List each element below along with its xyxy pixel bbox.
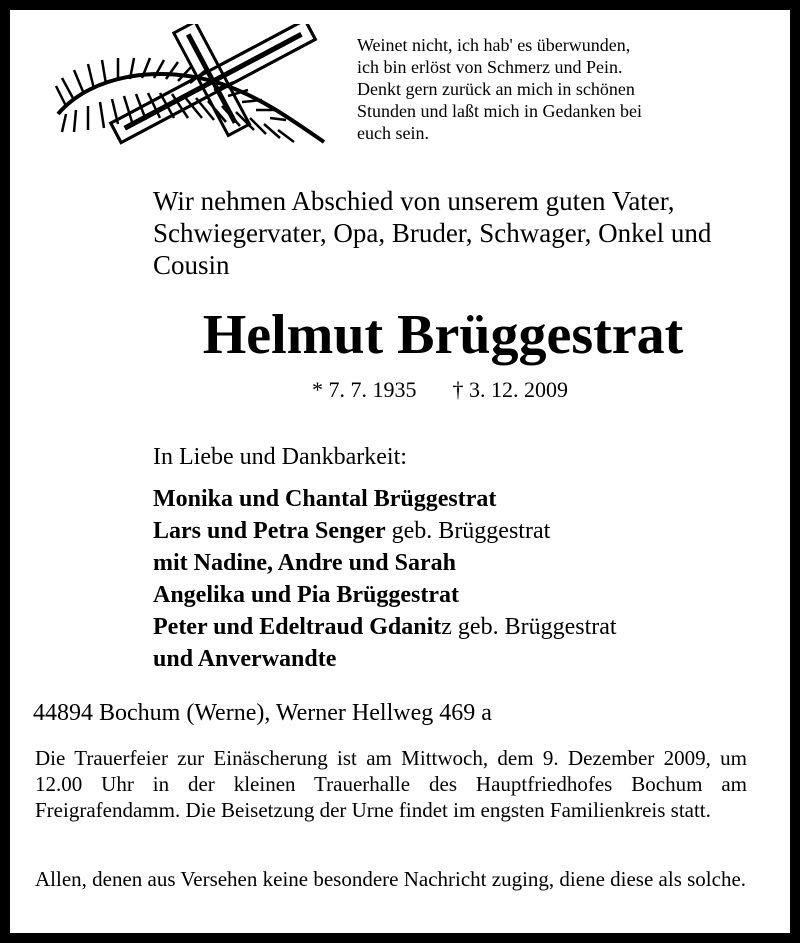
family-line [153, 483, 617, 515]
family-names: Monika und Chantal Brüggestrat [153, 486, 497, 512]
death-date: † 3. 12. 2009 [452, 377, 568, 402]
poem-line: Stunden und laßt mich in Gedanken bei [357, 101, 642, 121]
life-dates [312, 376, 568, 404]
family-names: Peter und Edeltraud Gdanit [153, 614, 442, 640]
poem-line: Weinet nicht, ich hab' es überwunden, [357, 35, 631, 55]
cross-palm-icon [52, 24, 332, 154]
birth-date: * 7. 7. 1935 [312, 377, 417, 402]
obituary-card [10, 10, 790, 933]
farewell-intro: Wir nehmen Abschied von unserem guten Vater, Schwiegervater, Opa, Bruder, Schwager, Onkel und Cousin [153, 186, 712, 280]
poem-line: euch sein. [357, 123, 429, 143]
family-line [153, 643, 617, 675]
thanks-line: In Liebe und Dankbarkeit: [153, 444, 407, 470]
deceased-name: Helmut Brüggestrat [202, 304, 684, 366]
family-names: Lars und Petra Senger [153, 518, 386, 544]
address: 44894 Bochum (Werne), Werner Hellweg 469 a [33, 700, 492, 726]
closing-notice: Allen, denen aus Versehen keine besondere Nachricht zuging, diene diese als solche. [35, 867, 747, 891]
family-line [153, 547, 617, 579]
family-line [153, 515, 617, 547]
family-line [153, 579, 617, 611]
family-names: und Anverwandte [153, 646, 337, 672]
poem [357, 34, 757, 144]
family-names: Angelika und Pia Brüggestrat [153, 582, 460, 608]
family-note: z geb. Brüggestrat [441, 614, 617, 640]
family-list [153, 483, 617, 675]
poem-line: ich bin erlöst von Schmerz und Pein. [357, 57, 623, 77]
family-names: mit Nadine, Andre und Sarah [153, 550, 456, 576]
family-line [153, 611, 617, 643]
ceremony-notice: Die Trauerfeier zur Einäscherung ist am Mittwoch, dem 9. Dezember 2009, um 12.00 Uhr in der kleinen Trauerhalle des Hauptfriedhofes Bochum am Freigrafendamm. Die Beisetzung der Urne findet im engsten Familienkreis statt. [35, 746, 747, 822]
family-note: geb. Brüggestrat [385, 518, 551, 544]
poem-line: Denkt gern zurück an mich in schönen [357, 79, 635, 99]
